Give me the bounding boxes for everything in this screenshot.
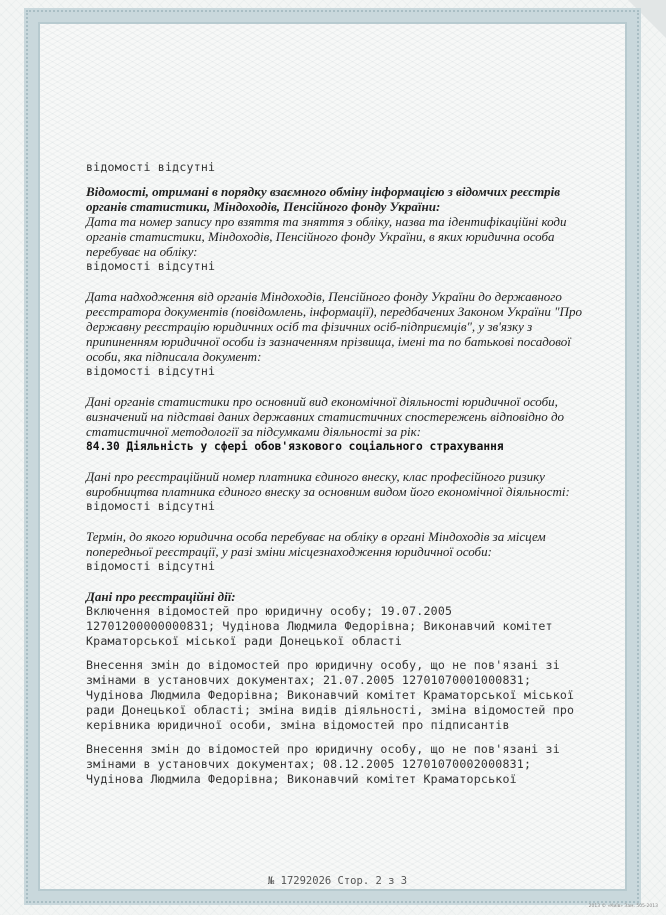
absent-value-5: відомості відсутні [86,559,216,573]
registration-action-1: Включення відомостей про юридичну особу; 19.07.2005 12701200000000831; Чудінова Людмила Федорівна; Виконавчий комітет Краматорської міської ради Донецької області [86,604,553,648]
document-body [86,160,586,787]
exchange-section-title: Відомості, отримані в порядку взаємного обміну інформацією з відомчих реєстрів органів статистики, Міндоходів, Пенсійного фонду України: [86,184,561,214]
absent-value-2: відомості відсутні [86,259,216,273]
page-footer: № 17292026 Стор. 2 з 3 [268,875,408,887]
registration-action-2: Внесення змін до відомостей про юридичну особу, що не пов'язані зі змінами в установчих документах; 21.07.2005 12701070001000831; Чудінова Людмила Федорівна; Виконавчий комітет Краматорської міської ради Донецької області; зміна видів діяльності, зміна відомостей про керівника юридичної особи, зміна відомостей про підписантів [86,658,575,732]
term-label: Термін, до якого юридична особа перебуває на обліку в органі Міндоходів за місцем попередньої реєстрації, у разі зміни місцезнаходження юридичної особи: [86,529,546,559]
registration-action-3: Внесення змін до відомостей про юридичну особу, що не пов'язані зі змінами в установчих документах; 08.12.2005 12701070002000831; Чудінова Людмила Федорівна; Виконавчий комітет Краматорської [86,742,560,786]
absent-value-4: відомості відсутні [86,499,216,513]
documents-date-label: Дата надходження від органів Міндоходів, Пенсійного фонду України до державного реєстратора документів (повідомлень, інформації), передбачених Законом України "Про державну реєстрацію юридичних осіб та фізичних осіб-підприємців", у зв'язку з припиненням юридичної особи із зазначенням прізвища, імені та по батькові посадової особи, яка підписала документ: [86,289,582,364]
absent-value-1: відомості відсутні [86,160,216,174]
registration-record-label: Дата та номер запису про взяття та зняття з обліку, назва та ідентифікаційні коди органів статистики, Міндоходів, Пенсійного фонду України, в яких юридична особа перебуває на обліку: [86,214,567,259]
registration-actions-title: Дані про реєстраційні дії: [86,589,236,604]
print-mark: 2013 © «Київ» Зам. 505-2013 [588,904,658,909]
statistics-activity-label: Дані органів статистики про основний вид економічної діяльності юридичної особи, визначений на підставі даних державних статистичних спостережень відповідно до статистичної методології за підсумками діяльності за рік: [86,394,565,439]
absent-value-3: відомості відсутні [86,364,216,378]
main-activity-value: 84.30 Діяльність у сфері обов'язкового соціального страхування [86,440,504,453]
single-tax-label: Дані про реєстраційний номер платника єдиного внеску, клас професійного ризику виробництва платника єдиного внеску за основним видом його економічної діяльності: [86,469,570,499]
